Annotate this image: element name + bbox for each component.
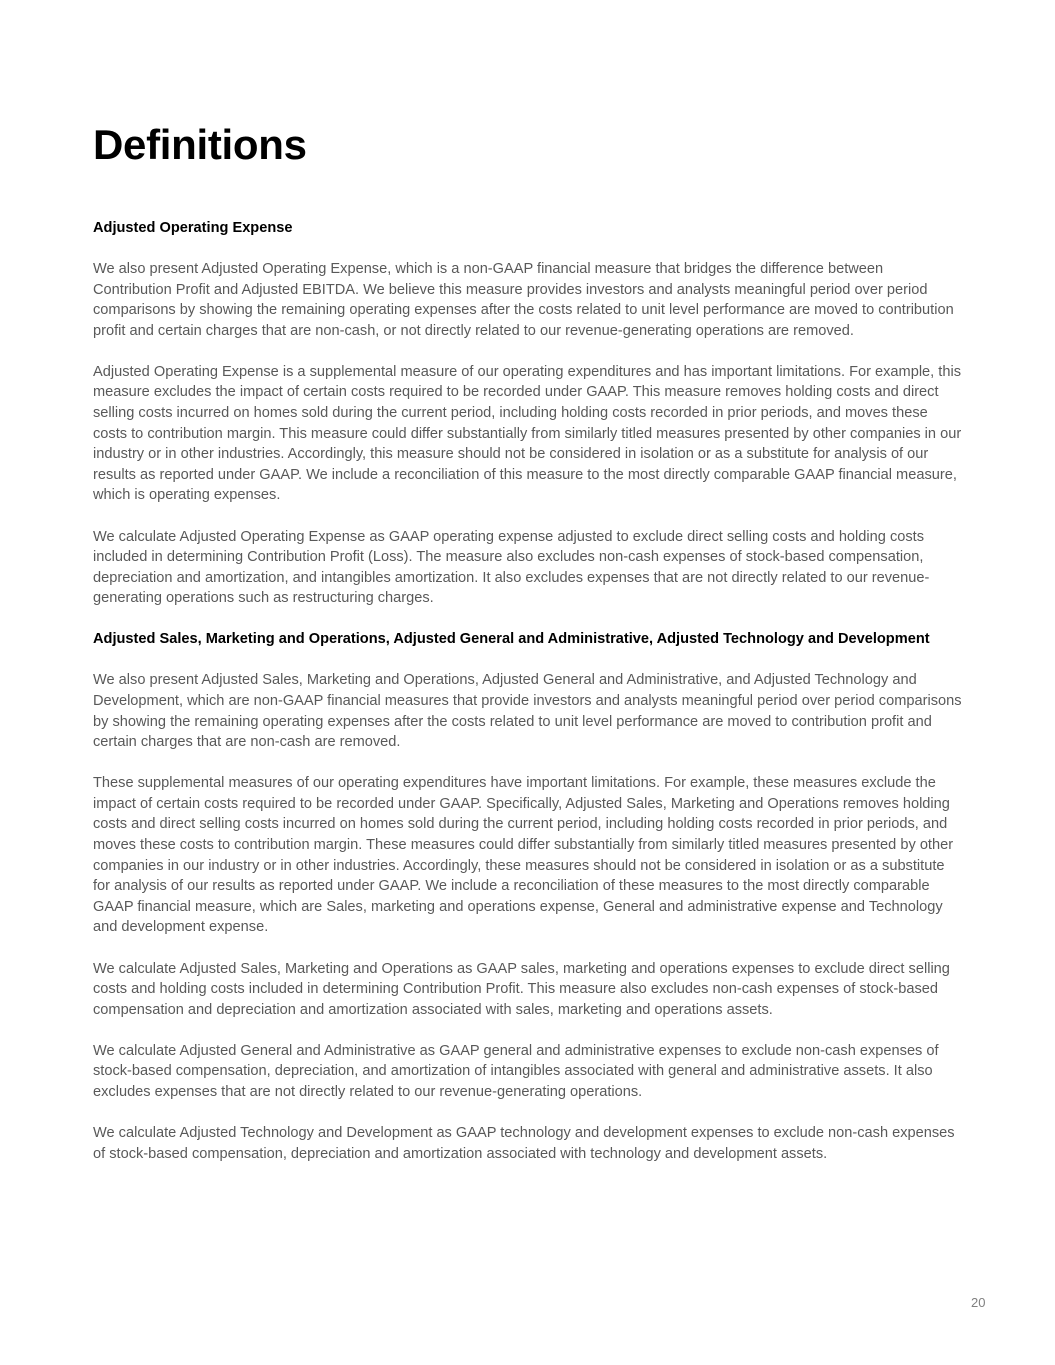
page-title: Definitions <box>93 121 307 168</box>
paragraph: We calculate Adjusted Technology and Development as GAAP technology and development expenses to exclude non-cash expenses of stock-based compensation, depreciation and amortization associated with technology and development assets. <box>93 1125 955 1162</box>
section-adjusted-operating-expense <box>93 218 963 609</box>
section-heading: Adjusted Sales, Marketing and Operations, Adjusted General and Administrative, Adjusted Technology and Development <box>93 631 930 648</box>
paragraph: We calculate Adjusted Sales, Marketing and Operations as GAAP sales, marketing and operations expenses to exclude direct selling costs and holding costs included in determining Contribution Profit. This measure also excludes non-cash expenses of stock-based compensation and depreciation and amortization associated with sales, marketing and operations assets. <box>93 960 950 1018</box>
paragraph: These supplemental measures of our operating expenditures have important limitations. For example, these measures exclude the impact of certain costs required to be recorded under GAAP. Specifically, Adjusted Sales, Marketing and Operations removes holding costs and direct selling costs incurred on homes sold during the current period, including holding costs recorded in prior periods, and moves these costs to contribution margin. These measures could differ substantially from similarly titled measures presented by other companies in our industry or in other industries. Accordingly, these measures should not be considered in isolation or as a substitute for analysis of our results as reported under GAAP. We include a reconciliation of these measures to the most directly comparable GAAP financial measure, which are Sales, marketing and operations expense, General and administrative expense and Technology and development expense. <box>93 775 954 936</box>
section-heading: Adjusted Operating Expense <box>93 220 293 236</box>
paragraph: Adjusted Operating Expense is a supplemental measure of our operating expenditures and has important limitations. For example, this measure excludes the impact of certain costs required to be recorded under GAAP. This measure removes holding costs and direct selling costs incurred on homes sold during the current period, including holding costs recorded in prior periods, and moves these costs to contribution margin. This measure could differ substantially from similarly titled measures presented by other companies in our industry or in other industries. Accordingly, this measure should not be considered in isolation or as a substitute for analysis of our results as reported under GAAP. We include a reconciliation of this measure to the most directly comparable GAAP financial measure, which is operating expenses. <box>93 363 962 504</box>
paragraph: We calculate Adjusted Operating Expense as GAAP operating expense adjusted to exclude direct selling costs and holding costs included in determining Contribution Profit (Loss). The measure also excludes non-cash expenses of stock-based compensation, depreciation and amortization, and intangibles amortization. It also excludes expenses that are not directly related to our revenue-generating operations such as restructuring charges. <box>93 528 930 607</box>
paragraph: We also present Adjusted Sales, Marketing and Operations, Adjusted General and Administrative, and Adjusted Technology and Development, which are non-GAAP financial measures that provide investors and analysts meaningful period over period comparisons by showing the remaining operating expenses after the costs related to unit level performance are moved to contribution profit and certain charges that are non-cash are removed. <box>93 672 962 751</box>
paragraph: We calculate Adjusted General and Administrative as GAAP general and administrative expenses to exclude non-cash expenses of stock-based compensation, depreciation, and amortization of intangibles associated with general and administrative assets. It also excludes expenses that are not directly related to our revenue-generating operations. <box>93 1042 939 1100</box>
document-body <box>93 218 963 1185</box>
paragraph: We also present Adjusted Operating Expense, which is a non-GAAP financial measure that bridges the difference between Contribution Profit and Adjusted EBITDA. We believe this measure provides investors and analysts meaningful period over period comparisons by showing the remaining operating expenses after the costs related to unit level performance are moved to contribution profit and certain charges that are non-cash, or not directly related to our revenue-generating operations are removed. <box>93 261 954 339</box>
section-adjusted-segment-expenses <box>93 629 963 1164</box>
page-number: 20 <box>971 1295 986 1310</box>
